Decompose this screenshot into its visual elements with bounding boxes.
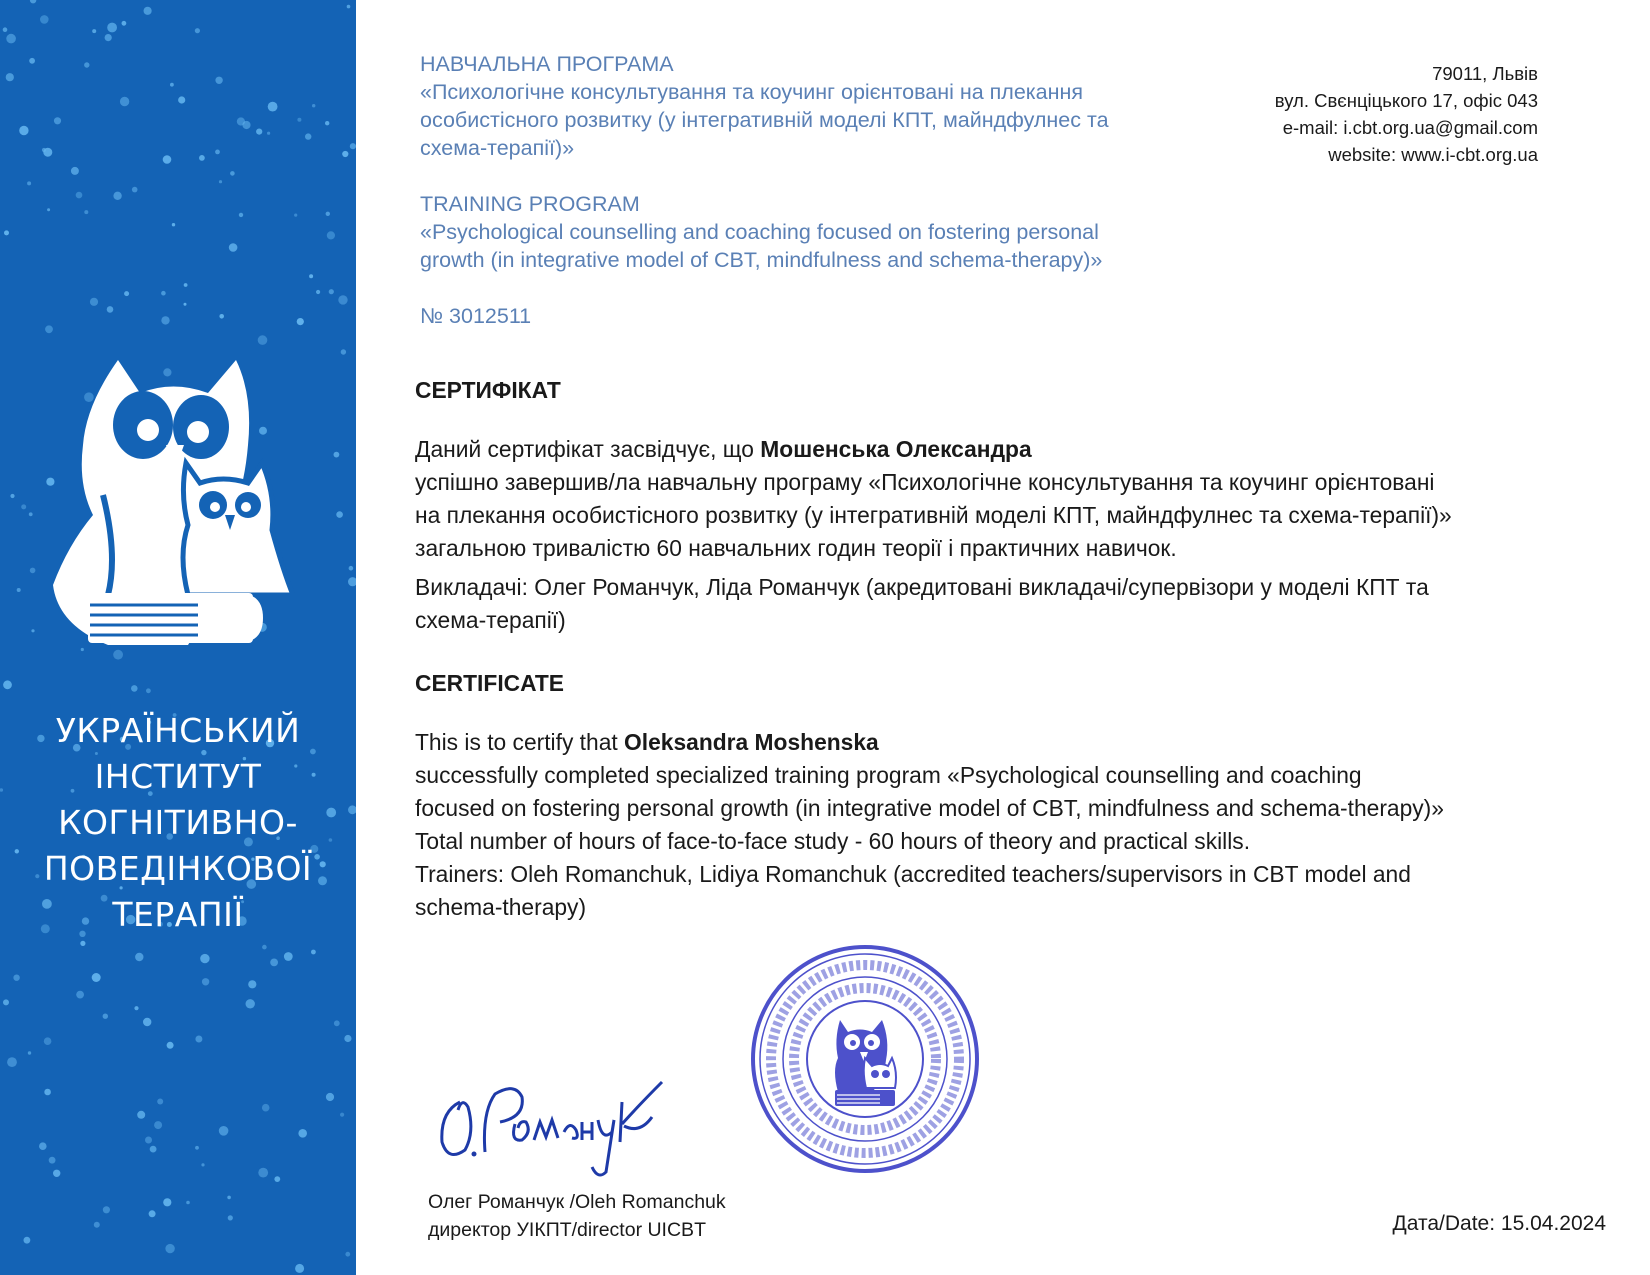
sidebar-dot (228, 1215, 233, 1220)
contact-website: website: www.i-cbt.org.ua (1328, 144, 1538, 165)
sidebar-dot (3, 27, 8, 32)
sidebar-dot (267, 132, 270, 135)
signatory-info (428, 1188, 758, 1244)
sidebar-dot (144, 7, 152, 15)
sidebar-dot (13, 975, 19, 981)
certificate-completion-ua-line: на плекання особистісного розвитку (у інтегративній моделі КПТ, майндфулнес та схема-терапії)» (415, 502, 1452, 528)
sidebar-dot (103, 1014, 108, 1019)
sidebar (0, 0, 356, 1275)
sidebar-dot (312, 104, 315, 107)
certificate-intro-ua (415, 433, 1595, 466)
sidebar-dot (94, 1222, 100, 1228)
sidebar-dot (76, 192, 83, 199)
institute-name (0, 708, 356, 938)
sidebar-dot (24, 1237, 31, 1244)
sidebar-dot (21, 504, 26, 509)
sidebar-dot (42, 148, 46, 152)
sidebar-dot (6, 73, 14, 81)
sidebar-dot (154, 1121, 162, 1129)
sidebar-dot (219, 314, 224, 319)
sidebar-dot (256, 129, 262, 135)
sidebar-dot (90, 298, 98, 306)
director-signature (430, 1062, 670, 1182)
recipient-name-ua: Мошенська Олександра (760, 436, 1032, 462)
sidebar-dot (40, 15, 49, 24)
sidebar-dot (134, 1006, 138, 1010)
sidebar-dot (202, 978, 209, 985)
issue-date: Дата/Date: 15.04.2024 (1392, 1212, 1606, 1235)
program-number: № 3012511 (420, 304, 532, 328)
certificate-completion-ua-line: загальною тривалістю 60 навчальних годин теорії і практичних навичок. (415, 535, 1177, 561)
sidebar-dot (3, 680, 12, 689)
certificate-completion-en-line: successfully completed specialized training program «Psychological counselling and coaching (415, 762, 1362, 788)
recipient-name-en: Oleksandra Moshenska (624, 729, 879, 755)
sidebar-dot (219, 1126, 229, 1136)
sidebar-dot (161, 291, 166, 296)
sidebar-dot (229, 243, 238, 252)
certificate-completion-en-line: focused on fostering personal growth (in integrative model of CBT, mindfulness and schema-therapy)» (415, 795, 1444, 821)
sidebar-dot (347, 5, 351, 9)
sidebar-dot (294, 214, 297, 217)
sidebar-dot (137, 1111, 145, 1119)
signatory-name: Олег Романчук /Oleh Romanchuk (428, 1191, 726, 1213)
program-header (420, 50, 1210, 330)
sidebar-dot (149, 1210, 156, 1217)
sidebar-dot (274, 1176, 280, 1182)
sidebar-dot (242, 121, 250, 129)
sidebar-dot (28, 1051, 31, 1054)
certificate-completion-en-line: Total number of hours of face-to-face study - 60 hours of theory and practical skills. (415, 828, 1251, 854)
certificate-intro-en (415, 726, 1595, 759)
sidebar-dot (30, 568, 36, 574)
trainers-ua-line: схема-терапії) (415, 607, 566, 633)
sidebar-dot (201, 1163, 204, 1166)
sidebar-dot (27, 181, 31, 185)
institute-name-line: КОГНІТИВНО- (58, 803, 298, 842)
sidebar-dot (29, 58, 35, 64)
sidebar-dot (80, 941, 85, 946)
institute-stamp (740, 940, 990, 1178)
sidebar-dot (17, 588, 21, 592)
sidebar-dot (344, 1035, 351, 1042)
sidebar-dot (29, 512, 33, 516)
sidebar-dot (107, 306, 114, 313)
sidebar-dot (30, 0, 36, 3)
sidebar-dot (150, 1146, 157, 1153)
sidebar-dot (7, 1057, 17, 1067)
owl-logo-icon (48, 355, 314, 685)
sidebar-dot (71, 167, 79, 175)
sidebar-dot (219, 180, 222, 183)
contact-email: e-mail: i.cbt.org.ua@gmail.com (1282, 117, 1538, 138)
sidebar-dot (170, 83, 174, 87)
sidebar-dot (262, 1104, 270, 1112)
sidebar-dot (349, 566, 354, 571)
sidebar-dot (327, 231, 335, 239)
sidebar-dot (143, 1018, 151, 1026)
sidebar-dot (239, 213, 243, 217)
sidebar-dot (131, 685, 138, 692)
sidebar-dot (340, 1113, 344, 1117)
institute-name-line: ТЕРАПІЇ (112, 895, 244, 934)
sidebar-dot (246, 999, 255, 1008)
sidebar-dot (195, 1036, 202, 1043)
sidebar-dot (200, 954, 209, 963)
program-text-en-line: growth (in integrative model of CBT, mindfulness and schema-therapy)» (420, 248, 1103, 272)
certificate-completion-ua-line: успішно завершив/ла навчальну програму «Психологічне консультування та коучинг орієнтовані (415, 469, 1435, 495)
program-text-en-line: «Psychological counselling and coaching focused on fostering personal (420, 220, 1099, 244)
sidebar-dot (326, 212, 330, 216)
sidebar-dot (135, 953, 143, 961)
certificate-completion-en-line: schema-therapy) (415, 894, 587, 920)
certificate-heading-en: CERTIFICATE (415, 670, 565, 696)
program-text-ua-line: схема-терапії)» (420, 136, 575, 160)
sidebar-dot (44, 1037, 52, 1045)
sidebar-dot (227, 1196, 231, 1200)
sidebar-dot (120, 97, 129, 106)
sidebar-dot (105, 34, 112, 41)
sidebar-dot (334, 1020, 340, 1026)
sidebar-dot (199, 155, 205, 161)
sidebar-dot (186, 1201, 190, 1205)
sidebar-dot (305, 133, 311, 139)
sidebar-dot (309, 274, 313, 278)
sidebar-dot (184, 283, 188, 287)
sidebar-dot (167, 1042, 174, 1049)
sidebar-dot (178, 96, 185, 103)
sidebar-dot (172, 223, 175, 226)
program-title-ua: НАВЧАЛЬНА ПРОГРАМА (420, 52, 674, 76)
sidebar-dot (334, 452, 340, 458)
sidebar-dot (258, 1168, 268, 1178)
sidebar-dot (92, 29, 96, 33)
sidebar-dot (195, 28, 200, 33)
sidebar-dot (329, 289, 334, 294)
sidebar-dot (53, 1170, 60, 1177)
sidebar-dot (145, 1137, 152, 1144)
sidebar-dot (230, 171, 235, 176)
sidebar-dot (215, 150, 220, 155)
sidebar-dot (107, 23, 117, 33)
sidebar-dot (270, 959, 278, 967)
sidebar-dot (92, 973, 101, 982)
sidebar-dot (258, 335, 268, 345)
institute-name-line: ПОВЕДІНКОВОЇ (43, 849, 313, 888)
sidebar-dot (47, 208, 50, 211)
sidebar-dot (6, 34, 16, 44)
sidebar-dot (284, 952, 293, 961)
sidebar-dot (262, 945, 267, 950)
sidebar-dot (248, 980, 256, 988)
sidebar-dot (132, 187, 138, 193)
sidebar-dot (268, 102, 278, 112)
sidebar-dot (113, 192, 121, 200)
program-text-ua-line: «Психологічне консультування та коучинг орієнтовані на плекання (420, 80, 1084, 104)
sidebar-dot (84, 62, 89, 67)
sidebar-dot (4, 230, 9, 235)
sidebar-dot (341, 349, 346, 354)
sidebar-dot (54, 117, 61, 124)
sidebar-dot (76, 991, 84, 999)
institute-name-line: УКРАЇНСЬКИЙ (55, 711, 301, 750)
sidebar-dot (157, 1099, 163, 1105)
sidebar-dot (103, 1206, 110, 1213)
sidebar-dot (10, 494, 14, 498)
contact-address-street: вул. Свєнціцького 17, офіс 043 (1274, 90, 1538, 111)
sidebar-dot (348, 577, 356, 586)
sidebar-dot (325, 121, 329, 125)
sidebar-dot (298, 1129, 307, 1138)
contact-address-city: 79011, Львів (1432, 63, 1538, 84)
sidebar-dot (39, 1142, 47, 1150)
sidebar-dot (3, 999, 9, 1005)
sidebar-dot (49, 1157, 56, 1164)
certificate-intro-en-text: This is to certify that (415, 729, 625, 755)
sidebar-dot (161, 316, 169, 324)
sidebar-dot (311, 950, 316, 955)
sidebar-dot (84, 210, 88, 214)
certificate-body (415, 374, 1595, 924)
sidebar-dot (350, 143, 356, 149)
sidebar-dot (195, 1146, 199, 1150)
program-title-en: TRAINING PROGRAM (420, 192, 640, 216)
sidebar-dot (297, 318, 304, 325)
certificate-heading-ua: СЕРТИФІКАТ (415, 377, 561, 403)
certificate-intro-ua-text: Даний сертифікат засвідчує, що (415, 436, 761, 462)
certificate-completion-en-line: Trainers: Oleh Romanchuk, Lidiya Romanchuk (accredited teachers/supervisors in CBT model and (415, 861, 1411, 887)
sidebar-dot (146, 688, 151, 693)
sidebar-dot (184, 303, 187, 306)
sidebar-dot (163, 1198, 171, 1206)
sidebar-dot (19, 126, 28, 135)
contact-block (1275, 60, 1538, 168)
sidebar-dot (45, 325, 53, 333)
sidebar-dot (124, 291, 129, 296)
signatory-title: директор УІКПТ/director UICBT (428, 1219, 706, 1241)
sidebar-dot (215, 77, 222, 84)
program-text-ua-line: особистісного розвитку (у інтегративній моделі КПТ, майндфулнес та (420, 108, 1109, 132)
sidebar-dot (165, 1244, 174, 1253)
sidebar-dot (326, 1093, 334, 1101)
trainers-ua-line: Викладачі: Олег Романчук, Ліда Романчук (акредитовані викладачі/супервізори у моделі КПТ та (415, 574, 1429, 600)
sidebar-dot (295, 1264, 304, 1273)
sidebar-dot (338, 295, 347, 304)
sidebar-dot (336, 511, 343, 518)
institute-name-line: ІНСТИТУТ (94, 757, 262, 796)
sidebar-dot (163, 155, 172, 164)
sidebar-dot (44, 1089, 51, 1096)
sidebar-dot (316, 290, 320, 294)
sidebar-dot (31, 629, 34, 632)
sidebar-dot (297, 118, 301, 122)
sidebar-dot (122, 21, 127, 26)
sidebar-dot (345, 1252, 350, 1257)
sidebar-dot (342, 151, 348, 157)
